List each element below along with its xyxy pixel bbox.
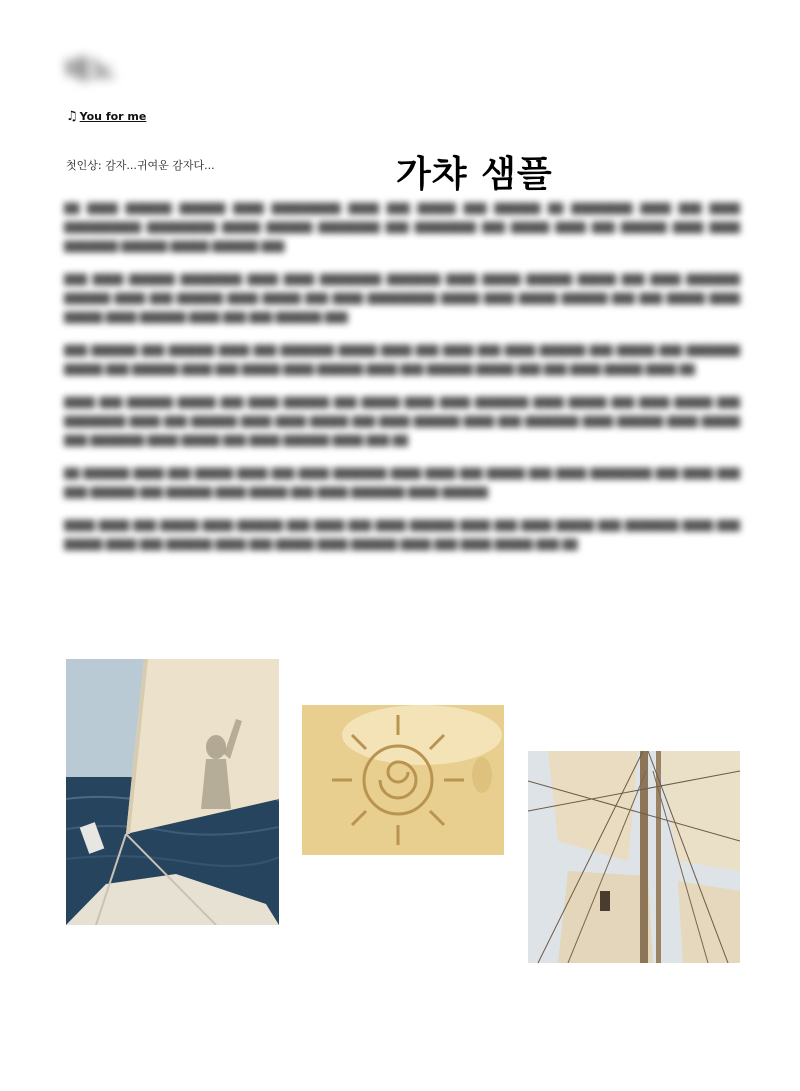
body-paragraph: ██ ██████ ████ ███ █████ ████ ███ ████ ███████ ████ ████ ███ █████ ███ ████ ████████ ███ ████ ███ ███ ██████ ███ ██████ ████ █████ ███ ████ ███████ ████ ██████ <box>64 469 740 499</box>
sailboat-illustration <box>66 659 279 925</box>
blurred-body-text <box>64 200 740 569</box>
sailboat-photo <box>66 659 279 925</box>
ship-rigging-illustration <box>528 751 740 963</box>
body-paragraph: ██ ████ ██████ ██████ ████ █████████ ████ ███ █████ ███ ██████ ██ ████████ ████ ███ ████ ██████████ █████████ █████ ██████ ████████ ███ ████████ ███ █████ ████ ███ ██████ ████ ████ ███████ ██████ █████ ██████ ███ <box>64 204 740 253</box>
body-paragraph: ███ ████ ██████ ████████ ████ ████ ████████ ███████ ████ █████ ██████ █████ ███ ████ ███████ ██████ ████ ███ ██████ ████ █████ ███ ████ █████████ █████ ████ █████ ██████ ███ ███ █████ ████ █████ ████ ██████ ████ ███ ███ ██████ ███ <box>64 275 740 324</box>
body-paragraph: ███ ██████ ███ ██████ ████ ███ ███████ █████ ████ ███ ████ ███ ████ ██████ ███ █████ ███ ███████ █████ ███ ██████ ████ ███ █████ ████ ██████ ████ ███ ██████ █████ ███ ███ ████ █████ ████ ██ <box>64 346 740 376</box>
first-impression-text: 첫인상: 감자...귀여운 감자다... <box>66 159 215 172</box>
blurred-author-name: 태노 <box>64 56 115 86</box>
body-paragraph: ████ ████ ███ █████ ████ ██████ ███ ████ ███ ████ ██████ ████ ███ ████ █████ ███ ███████ ████ ███ █████ ████ ███ ██████ ████ ███ █████ ████ ██████ ████ ███ ████ █████ ███ ██ <box>64 521 740 551</box>
music-note-icon: ♫ <box>66 109 78 124</box>
song-title: You for me <box>79 110 147 123</box>
ship-rigging-photo <box>528 751 740 963</box>
song-link[interactable] <box>66 110 146 123</box>
page-title: 가챠 샘플 <box>396 154 553 195</box>
body-paragraph: ████ ███ ██████ █████ ███ ████ ██████ ███ █████ ████ ████ ███████ ████ █████ ███ ████ █████ ███ ████████ ████ ███ ██████ ████ ████ █████ ███ ████ ██████ ████ ███ ███████ ████ ██████ ████ █████ ███ ███████ ████ █████ ███ ████ ██████ ████ ███ ██ <box>64 398 740 447</box>
sand-sun-photo <box>302 705 504 855</box>
sand-sun-illustration <box>302 705 504 855</box>
